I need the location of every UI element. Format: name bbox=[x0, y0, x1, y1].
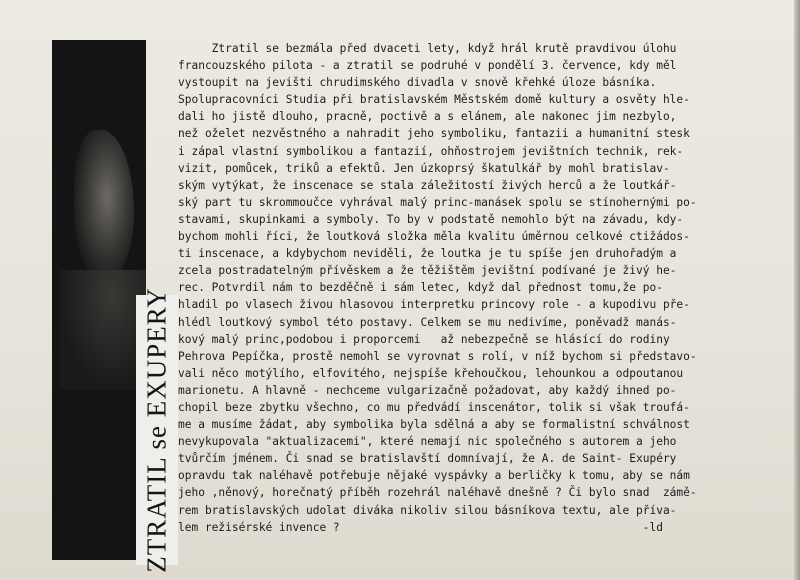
article-line: i zápal vlastní symbolikou a fantazií, ohňostrojem jevištních technik, rek- bbox=[178, 144, 684, 158]
article-line: tvůrčím jménem. Či snad se bratislavští domnívají, že A. de Saint- Exupéry bbox=[178, 452, 677, 466]
article-line: vizit, pomůcek, triků a efektů. Jen úzkoprsý škatulkář by mohl bratislav- bbox=[178, 161, 670, 175]
photo-caption: ZTRATIL se EXUPERY bbox=[141, 287, 172, 573]
page-binding-edge bbox=[794, 0, 800, 580]
article-line: kový malý princ,podobou i proporcemi až nebezpečně se hlásící do rodiny bbox=[178, 332, 670, 346]
article-line: zcela postradatelným přívěskem a že těžištěm jevištní podívané je živý he- bbox=[178, 264, 677, 278]
photo-shoulder-shadow bbox=[60, 270, 146, 390]
article-line: jeho ,něnový, horečnatý příběh rozehrál naléhavě dnešně ? Či bylo snad zámě- bbox=[178, 486, 697, 500]
article-line: vali něco motýlího, elfovitého, nejspíše křehoučkou, lehounkou a odpoutanou bbox=[178, 366, 684, 380]
article-line: chopil beze zbytku všechno, co mu předvádí inscenátor, tolik si však troufá- bbox=[178, 400, 690, 414]
article-line: vystoupit na jevišti chrudimského divadla v snově křehké úloze básníka. bbox=[178, 76, 657, 90]
article-body bbox=[178, 40, 738, 536]
article-line: stavami, skupinkami a symboly. To by v podstatě nemohlo být na závadu, kdy- bbox=[178, 212, 684, 226]
article-line: Ztratil se bezmála před dvaceti lety, když hrál krutě pravdivou úlohu bbox=[178, 42, 677, 55]
article-line: hlédl loutkový symbol této postavy. Celkem se mu nedivíme, poněvadž manás- bbox=[178, 315, 677, 329]
article-line: bychom mohli říci, že loutková složka měla kvalitu úměrnou celkové ctižádos- bbox=[178, 230, 690, 244]
article-line: Pehrova Pepíčka, prostě nemohl se vyrovnat s rolí, v níž bychom si představo- bbox=[178, 349, 697, 363]
article-line: ti inscenace, a kdybychom neviděli, že loutka je tu spíše jen druhořadým a bbox=[178, 247, 677, 261]
article-line: lem režisérské invence ? -ld bbox=[178, 520, 663, 534]
photo-face-highlight bbox=[74, 130, 134, 280]
article-line: rem bratislavských udolat diváka nikoliv silou básníkova textu, ale příva- bbox=[178, 503, 677, 517]
article-line: než oželet nezvěstného a nahradit jeho symboliku, fantazii a humanitní stesk bbox=[178, 127, 690, 141]
article-line: me a musíme žádat, aby symbolika byla sdělná a aby se formalistní schválnost bbox=[178, 418, 690, 432]
exupery-photo bbox=[52, 40, 172, 573]
article-line: francouzského pilota - a ztratil se podruhé v pondělí 3. července, kdy měl bbox=[178, 59, 677, 73]
article-line: ský part tu skrommoučce vyhrával malý princ-manásek spolu se stínohernými po- bbox=[178, 195, 697, 209]
article-line: nevykupovala "aktualizacemi", které nemají nic společného s autorem a jeho bbox=[178, 435, 677, 449]
article-line: Spolupracovníci Studia při bratislavském Městském domě kultury a osvěty hle- bbox=[178, 93, 690, 107]
article-line: dali ho jistě dlouho, pracně, poctivě a s elánem, ale nakonec jim nezbylo, bbox=[178, 110, 677, 124]
article-line: rec. Potvrdil nám to bezděčně i sám letec, když dal přednost tomu,že po- bbox=[178, 281, 663, 295]
article-line: opravdu tak naléhavě potřebuje nějaké vyspávky a berličky k tomu, aby se nám bbox=[178, 469, 690, 483]
article-line: ským vytýkat, že inscenace se stala záležitostí živých herců a že loutkář- bbox=[178, 178, 677, 192]
article-line: hladil po vlasech živou hlasovou interpretku princovy role - a kupodivu pře- bbox=[178, 298, 690, 312]
article-line: marionetu. A hlavně - nechceme vulgarizačně požadovat, aby každý ihned po- bbox=[178, 383, 677, 397]
